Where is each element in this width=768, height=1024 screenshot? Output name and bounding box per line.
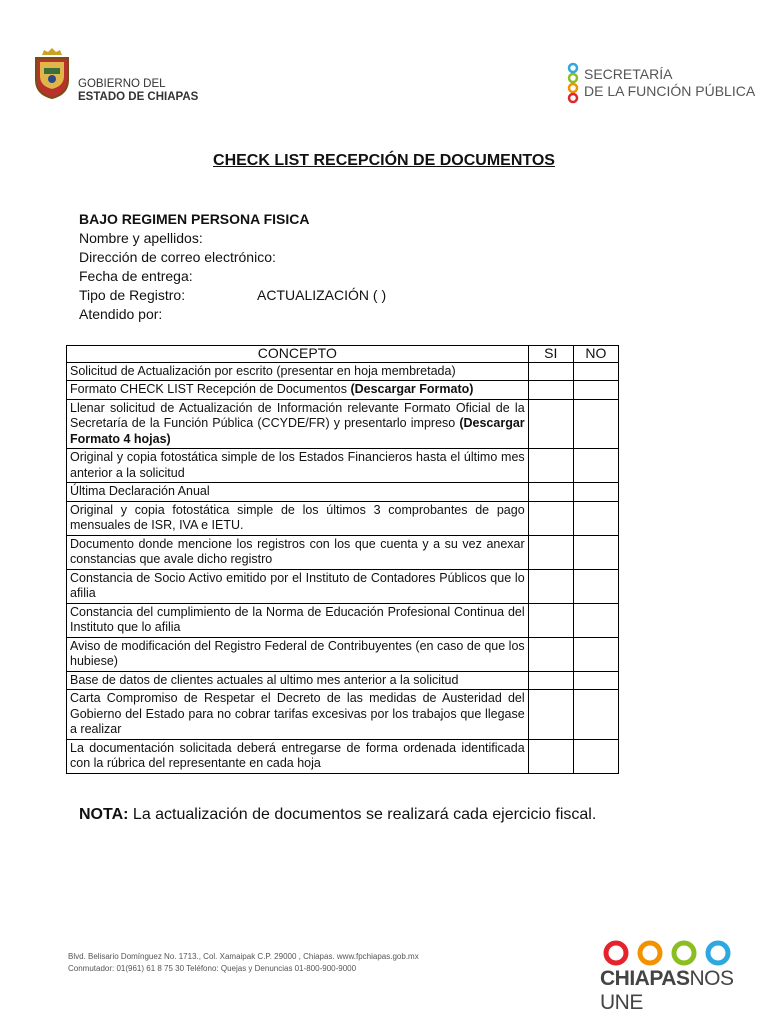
fecha-label: Fecha de entrega: bbox=[79, 268, 193, 284]
concepto-cell bbox=[67, 399, 529, 449]
atendido-label: Atendido por: bbox=[79, 306, 163, 322]
table-row bbox=[67, 671, 619, 690]
concepto-cell bbox=[67, 569, 529, 603]
table-row bbox=[67, 690, 619, 740]
concepto-text: La documentación solicitada deberá entregarse de forma ordenada identificada con la rúbrica del representante en cada hoja bbox=[70, 740, 525, 770]
concepto-text: Original y copia fotostática simple de los últimos 3 comprobantes de pago mensuales de ISR, IVA e IETU. bbox=[70, 502, 525, 532]
checklist-table-wrapper bbox=[66, 345, 619, 774]
no-checkbox-cell[interactable] bbox=[573, 501, 618, 535]
table-row bbox=[67, 381, 619, 400]
concepto-cell bbox=[67, 483, 529, 502]
table-row bbox=[67, 535, 619, 569]
sfp-text bbox=[584, 66, 755, 100]
concepto-text: Constancia de Socio Activo emitido por el Instituto de Contadores Públicos que lo afilia bbox=[70, 570, 525, 600]
gov-line2: ESTADO DE CHIAPAS bbox=[78, 91, 199, 103]
sfp-logo bbox=[566, 62, 580, 110]
chiapas-brand-text bbox=[600, 967, 768, 1015]
si-checkbox-cell[interactable] bbox=[528, 671, 573, 690]
regime-heading: BAJO REGIMEN PERSONA FISICA bbox=[79, 211, 310, 227]
no-checkbox-cell[interactable] bbox=[573, 690, 618, 740]
concepto-text: Original y copia fotostática simple de los Estados Financieros hasta el último mes anterior a la solicitud bbox=[70, 450, 525, 480]
table-header-row bbox=[67, 346, 619, 363]
concepto-cell bbox=[67, 671, 529, 690]
download-link[interactable]: (Descargar Formato) bbox=[350, 382, 474, 396]
si-checkbox-cell[interactable] bbox=[528, 399, 573, 449]
table-row bbox=[67, 362, 619, 381]
si-checkbox-cell[interactable] bbox=[528, 603, 573, 637]
concepto-cell bbox=[67, 362, 529, 381]
concepto-text: Aviso de modificación del Registro Federal de Contribuyentes (en caso de que los hubiese) bbox=[70, 638, 525, 668]
si-checkbox-cell[interactable] bbox=[528, 739, 573, 773]
no-checkbox-cell[interactable] bbox=[573, 569, 618, 603]
no-checkbox-cell[interactable] bbox=[573, 603, 618, 637]
concepto-cell bbox=[67, 739, 529, 773]
footer-address bbox=[68, 951, 419, 975]
table-row bbox=[67, 449, 619, 483]
si-checkbox-cell[interactable] bbox=[528, 449, 573, 483]
sfp-line1: SECRETARÍA bbox=[584, 66, 673, 82]
gobierno-text bbox=[78, 78, 198, 104]
checklist-table bbox=[66, 345, 619, 774]
si-checkbox-cell[interactable] bbox=[528, 501, 573, 535]
si-checkbox-cell[interactable] bbox=[528, 690, 573, 740]
no-checkbox-cell[interactable] bbox=[573, 483, 618, 502]
table-row bbox=[67, 483, 619, 502]
si-checkbox-cell[interactable] bbox=[528, 362, 573, 381]
concepto-cell bbox=[67, 381, 529, 400]
no-checkbox-cell[interactable] bbox=[573, 637, 618, 671]
document-title: CHECK LIST RECEPCIÓN DE DOCUMENTOS bbox=[213, 152, 555, 169]
concepto-text: Base de datos de clientes actuales al ultimo mes anterior a la solicitud bbox=[70, 672, 459, 687]
no-checkbox-cell[interactable] bbox=[573, 535, 618, 569]
brand-rest: NOS UNE bbox=[600, 967, 734, 1014]
table-row bbox=[67, 739, 619, 773]
chiapas-rings-icon bbox=[598, 939, 748, 967]
si-checkbox-cell[interactable] bbox=[528, 637, 573, 671]
tipo-registro-value: ACTUALIZACIÓN ( ) bbox=[257, 287, 387, 303]
no-checkbox-cell[interactable] bbox=[573, 362, 618, 381]
si-checkbox-cell[interactable] bbox=[528, 535, 573, 569]
nota bbox=[79, 806, 596, 824]
table-row bbox=[67, 399, 619, 449]
header-no: NO bbox=[573, 346, 618, 363]
no-checkbox-cell[interactable] bbox=[573, 381, 618, 400]
no-checkbox-cell[interactable] bbox=[573, 449, 618, 483]
concepto-text: Solicitud de Actualización por escrito (presentar en hoja membretada) bbox=[70, 363, 456, 378]
footer-line1: Blvd. Belisario Domínguez No. 1713., Col. Xamaipak C.P. 29000 , Chiapas. www.fpchiapas.gob.mx bbox=[68, 952, 419, 961]
header-concepto: CONCEPTO bbox=[67, 346, 529, 363]
concepto-cell bbox=[67, 501, 529, 535]
concepto-text: Carta Compromiso de Respetar el Decreto de las medidas de Austeridad del Gobierno del Estado para no cobrar tarifas excesivas por los trabajos que llegase a realizar bbox=[70, 691, 525, 736]
concepto-text: Llenar solicitud de Actualización de Información relevante Formato Oficial de la Secretaría de la Función Pública (CCYDE/FR) y presentarlo impreso bbox=[70, 400, 525, 430]
footer-line2: Conmutador: 01(961) 61 8 75 30 Teléfono: Quejas y Denuncias 01-800-900-9000 bbox=[68, 964, 357, 973]
tipo-registro-label: Tipo de Registro: bbox=[79, 287, 186, 303]
concepto-cell bbox=[67, 535, 529, 569]
sfp-line2: DE LA FUNCIÓN PÚBLICA bbox=[584, 83, 756, 99]
brand-bold: CHIAPAS bbox=[600, 967, 690, 990]
nota-text: La actualización de documentos se realizará cada ejercicio fiscal. bbox=[128, 806, 597, 823]
correo-label: Dirección de correo electrónico: bbox=[79, 249, 276, 265]
concepto-text: Documento donde mencione los registros con los que cuenta y a su vez anexar constancias que avale dicho registro bbox=[70, 536, 525, 566]
sfp-rings-icon bbox=[566, 62, 580, 106]
no-checkbox-cell[interactable] bbox=[573, 671, 618, 690]
concepto-text: Última Declaración Anual bbox=[70, 484, 210, 498]
si-checkbox-cell[interactable] bbox=[528, 483, 573, 502]
concepto-text: Constancia del cumplimiento de la Norma de Educación Profesional Continua del Instituto que lo afilia bbox=[70, 604, 525, 634]
si-checkbox-cell[interactable] bbox=[528, 569, 573, 603]
gov-line1: GOBIERNO DEL bbox=[78, 78, 166, 90]
table-row bbox=[67, 569, 619, 603]
no-checkbox-cell[interactable] bbox=[573, 739, 618, 773]
table-row bbox=[67, 603, 619, 637]
header-si: SI bbox=[528, 346, 573, 363]
no-checkbox-cell[interactable] bbox=[573, 399, 618, 449]
si-checkbox-cell[interactable] bbox=[528, 381, 573, 400]
nota-label: NOTA: bbox=[79, 806, 129, 823]
concepto-cell bbox=[67, 449, 529, 483]
table-row bbox=[67, 637, 619, 671]
nombre-label: Nombre y apellidos: bbox=[79, 230, 203, 246]
concepto-cell bbox=[67, 637, 529, 671]
download-link[interactable]: (Descargar Formato 4 hojas) bbox=[70, 416, 525, 446]
concepto-text: Formato CHECK LIST Recepción de Documentos bbox=[70, 382, 351, 396]
concepto-cell bbox=[67, 690, 529, 740]
concepto-cell bbox=[67, 603, 529, 637]
coat-of-arms-icon bbox=[32, 46, 72, 102]
table-row bbox=[67, 501, 619, 535]
